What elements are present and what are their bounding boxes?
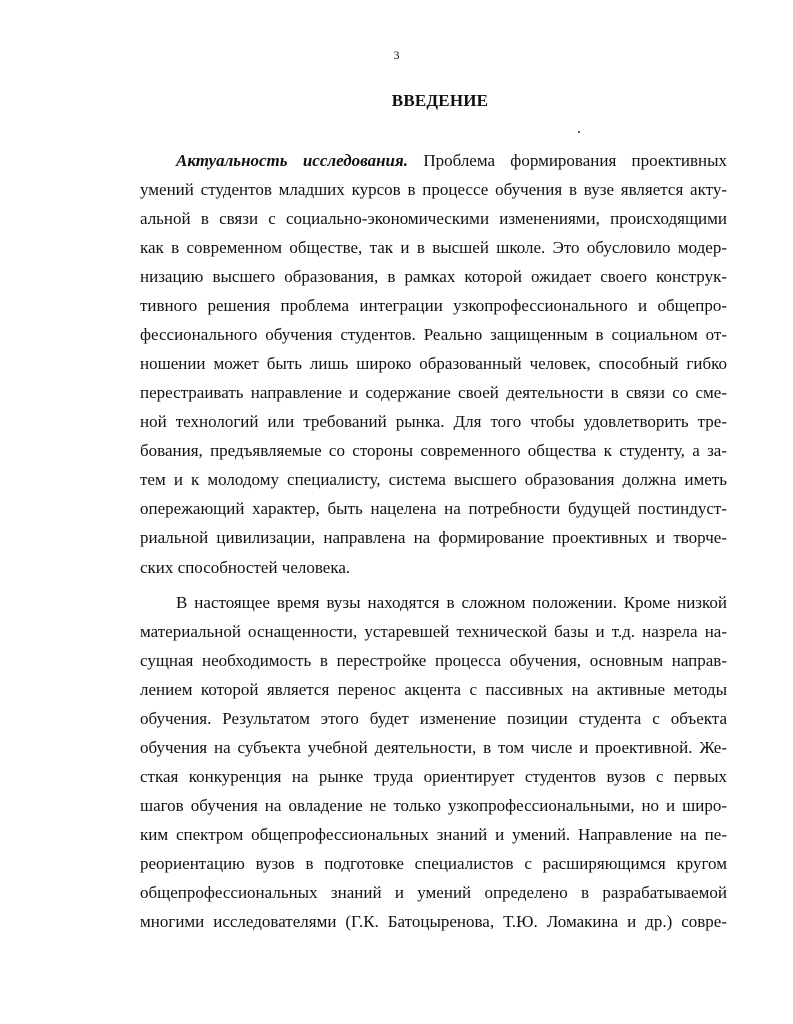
text-line: реориентацию вузов в подготовке специалистов с расширяющимся кругом (140, 854, 727, 873)
text-line: лением которой является перенос акцента с пассивных на активные методы (140, 680, 727, 699)
text-line: обучения на субъекта учебной деятельности, в том числе и проективной. Же- (140, 738, 727, 757)
text-line: ношении может быть лишь широко образованный человек, способный гибко (140, 354, 727, 373)
scan-speck (578, 131, 580, 133)
text-line: общепрофессиональных знаний и умений определено в разрабатываемой (140, 883, 727, 902)
text-line: опережающий характер, быть нацелена на потребности будущей постиндуст- (140, 499, 727, 518)
lead-phrase: Актуальность исследования. (176, 151, 409, 170)
text-line-body: Проблема формирования проективных (423, 151, 728, 170)
text-line: ким спектром общепрофессиональных знаний и умений. Направление на пе- (140, 825, 727, 844)
text-line: сткая конкуренция на рынке труда ориентирует студентов вузов с первых (140, 767, 727, 786)
page-number: 3 (393, 48, 400, 62)
text-line: альной в связи с социально-экономическими изменениями, происходящими (140, 209, 727, 228)
text-line: как в современном обществе, так и в высшей школе. Это обусловило модер- (140, 238, 727, 257)
text-line: сущная необходимость в перестройке процесса обучения, основным направ- (140, 651, 727, 670)
section-heading: ВВЕДЕНИЕ (391, 91, 489, 110)
text-line: фессионального обучения студентов. Реально защищенным в социальном от- (140, 325, 727, 344)
text-line: низацию высшего образования, в рамках которой ожидает своего конструк- (140, 267, 727, 286)
text-line: В настоящее время вузы находятся в сложном положении. Кроме низкой (176, 593, 727, 612)
text-line: тивного решения проблема интеграции узкопрофессионального и общепро- (140, 296, 727, 315)
text-line: риальной цивилизации, направлена на формирование проективных и творче- (140, 528, 727, 547)
text-line: многими исследователями (Г.К. Батоцыренова, Т.Ю. Ломакина и др.) совре- (140, 912, 727, 931)
text-line: обучения. Результатом этого будет изменение позиции студента с объекта (140, 709, 727, 728)
text-line: умений студентов младших курсов в процессе обучения в вузе является акту- (140, 180, 727, 199)
text-line (176, 152, 727, 169)
text-line: перестраивать направление и содержание своей деятельности в связи со сме- (140, 383, 727, 402)
text-line: ских способностей человека. (140, 558, 351, 577)
text-line: шагов обучения на овладение не только узкопрофессиональными, но и широ- (140, 796, 727, 815)
text-line: тем и к молодому специалисту, система высшего образования должна иметь (140, 470, 727, 489)
text-line: бования, предъявляемые со стороны современного общества к студенту, а за- (140, 441, 727, 460)
text-line: ной технологий или требований рынка. Для того чтобы удовлетворить тре- (140, 412, 727, 431)
text-line: материальной оснащенности, устаревшей технической базы и т.д. назрела на- (140, 622, 727, 641)
